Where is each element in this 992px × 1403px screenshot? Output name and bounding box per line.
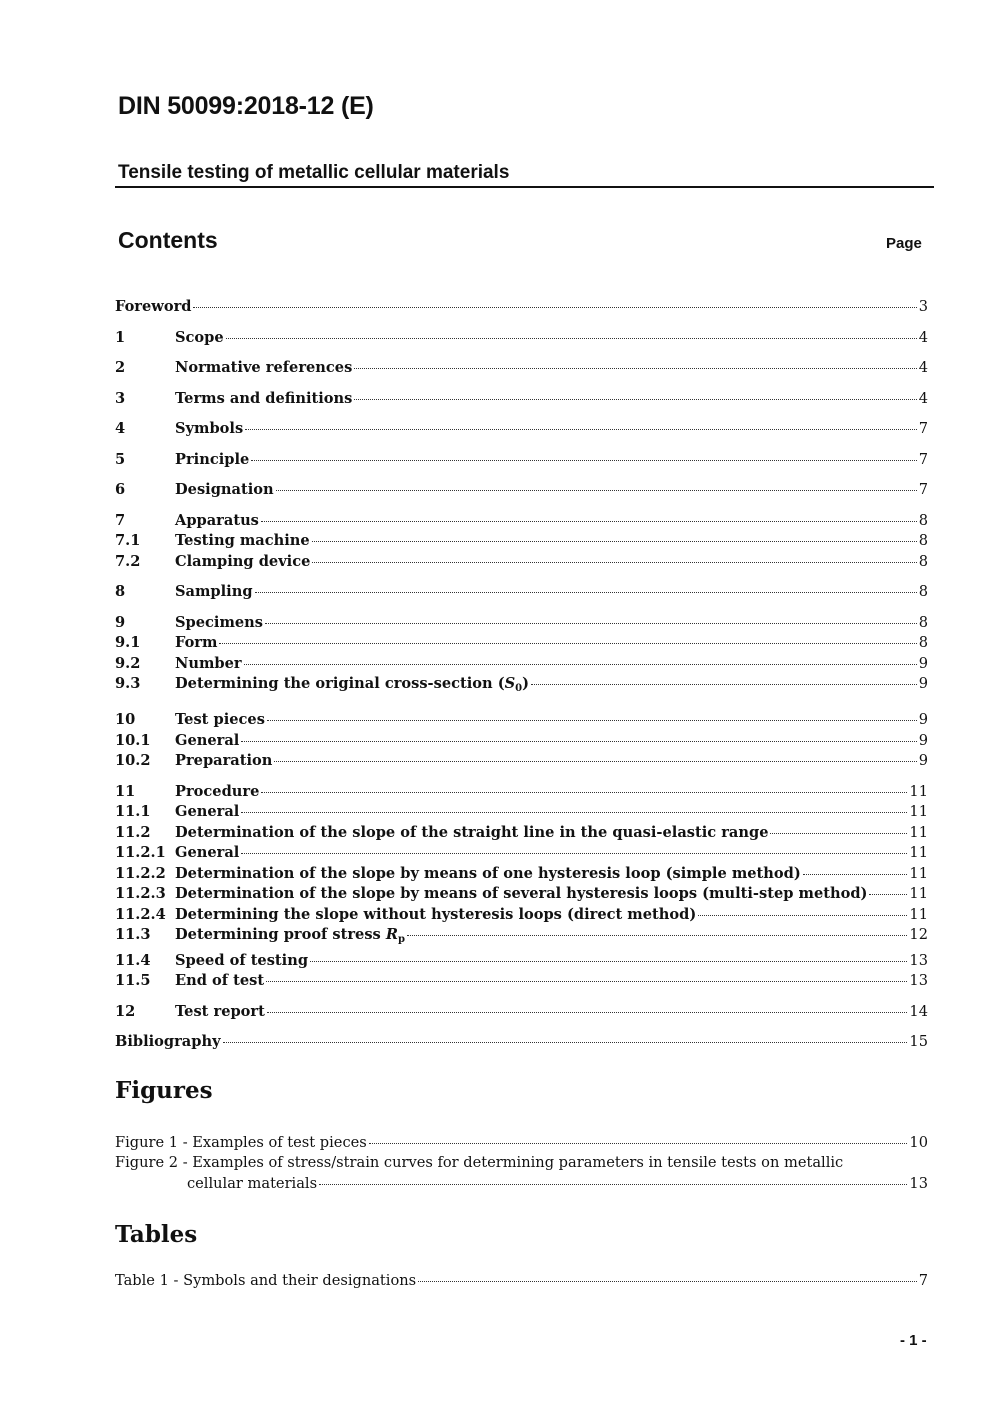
dot-leader [354, 399, 916, 400]
toc-entry-page: 11 [909, 906, 928, 923]
toc-entry[interactable] [115, 865, 928, 885]
dot-leader [265, 623, 917, 624]
dot-leader [223, 1042, 908, 1043]
toc-entry[interactable] [115, 885, 928, 905]
dot-leader [770, 833, 907, 834]
tables-heading: Tables [115, 1221, 198, 1248]
toc-entry-page: 9 [918, 711, 928, 728]
toc-entry-symbol: R [385, 926, 398, 943]
toc-entry-title: Speed of testing [175, 952, 309, 969]
toc-entry-page: 11 [909, 803, 928, 820]
toc-entry-number: 9 [115, 614, 126, 631]
toc-entry[interactable] [115, 906, 928, 926]
dot-leader [193, 307, 916, 308]
dot-leader [803, 874, 908, 875]
toc-entry-symbol: S [504, 675, 516, 692]
toc-entry-number: 11.3 [115, 926, 151, 943]
toc-entry-page: 11 [909, 844, 928, 861]
dot-leader [531, 684, 917, 685]
toc-entry-title: General [175, 732, 240, 749]
toc-entry-number: 3 [115, 390, 126, 407]
toc-entry-page: 8 [918, 512, 928, 529]
dot-leader [245, 429, 917, 430]
toc-entry-number: 11.2 [115, 824, 151, 841]
toc-entry-title: Preparation [175, 752, 273, 769]
toc-entry-title: Apparatus [175, 512, 259, 529]
toc-entry-title: Foreword [115, 298, 192, 315]
dot-leader [407, 935, 907, 936]
toc-entry-number: 11.1 [115, 803, 151, 820]
toc-entry-title: Normative references [175, 359, 353, 376]
dot-leader [869, 894, 907, 895]
toc-entry-page: 11 [909, 783, 928, 800]
toc-entry[interactable] [115, 732, 928, 752]
toc-entry[interactable] [115, 420, 928, 440]
toc-entry-page: 11 [909, 824, 928, 841]
toc-entry-title: Test report [175, 1003, 265, 1020]
toc-entry-number: 8 [115, 583, 126, 600]
toc-entry-page: 11 [909, 865, 928, 882]
dot-leader [310, 961, 907, 962]
toc-entry[interactable] [115, 553, 928, 573]
toc-entry-number: 6 [115, 481, 126, 498]
contents-heading: Contents [118, 227, 218, 253]
toc-entry[interactable] [115, 972, 928, 992]
dot-leader [266, 981, 907, 982]
toc-entry[interactable] [115, 329, 928, 349]
page-number: - 1 - [900, 1332, 927, 1349]
toc-entry-title: Test pieces [175, 711, 265, 728]
toc-entry-page: 8 [918, 634, 928, 651]
dot-leader [267, 720, 917, 721]
toc-entry[interactable] [115, 298, 928, 318]
figure-entry-title-continued: cellular materials [187, 1175, 318, 1192]
toc-entry-page: 9 [918, 675, 928, 692]
dot-leader [219, 643, 916, 644]
toc-entry[interactable] [115, 783, 928, 803]
toc-entry-page: 3 [918, 298, 928, 315]
figure-entry-page: 13 [909, 1175, 928, 1192]
toc-entry-number: 10.1 [115, 732, 151, 749]
dot-leader [276, 490, 917, 491]
toc-entry-number: 11.2.1 [115, 844, 166, 861]
toc-entry-title: Specimens [175, 614, 264, 631]
dot-leader [251, 460, 916, 461]
toc-entry[interactable] [115, 634, 928, 654]
toc-entry-number: 11.2.3 [115, 885, 166, 902]
toc-entry-number: 9.1 [115, 634, 141, 651]
dot-leader [312, 562, 916, 563]
toc-entry-title: General [175, 803, 240, 820]
table-entry-1[interactable] [115, 1272, 928, 1292]
toc-entry-symbol-subscript: 0 [515, 683, 523, 694]
toc-entry[interactable] [115, 1003, 928, 1023]
toc-entry-title-suffix: ) [522, 675, 530, 692]
toc-entry-page: 11 [909, 885, 928, 902]
figure-entry-2[interactable] [115, 1154, 928, 1174]
toc-entry[interactable] [115, 752, 928, 772]
toc-entry-number: 11.5 [115, 972, 151, 989]
toc-entry-title: Scope [175, 329, 224, 346]
toc-entry-page: 9 [918, 732, 928, 749]
doc-title: Tensile testing of metallic cellular materials [118, 162, 510, 183]
toc-entry-title-prefix: Determining the original cross-section ( [175, 675, 505, 692]
toc-entry-number: 11 [115, 783, 136, 800]
toc-entry-title: Symbols [175, 420, 244, 437]
dot-leader [244, 664, 917, 665]
toc-entry-number: 7 [115, 512, 126, 529]
toc-entry-title: Clamping device [175, 553, 311, 570]
toc-entry[interactable] [115, 451, 928, 471]
toc-entry-number: 1 [115, 329, 126, 346]
title-rule [115, 186, 934, 188]
dot-leader [312, 541, 917, 542]
toc-entry-title [175, 675, 529, 694]
toc-entry-page: 14 [909, 1003, 928, 1020]
toc-entry[interactable] [115, 803, 928, 823]
dot-leader [698, 915, 907, 916]
toc-entry[interactable] [115, 481, 928, 501]
toc-entry-number: 9.3 [115, 675, 141, 692]
toc-entry[interactable] [115, 1033, 928, 1053]
doc-id: DIN 50099:2018-12 (E) [118, 92, 374, 120]
toc-entry-page: 13 [909, 972, 928, 989]
dot-leader [241, 741, 916, 742]
toc-entry[interactable] [115, 532, 928, 552]
dot-leader [319, 1184, 907, 1185]
toc-entry[interactable] [115, 675, 928, 695]
toc-entry-number: 11.4 [115, 952, 151, 969]
toc-entry[interactable] [115, 952, 928, 972]
toc-entry-page: 9 [918, 655, 928, 672]
figure-entry-2-continuation[interactable] [187, 1175, 928, 1195]
page-column-heading: Page [886, 235, 922, 252]
dot-leader [274, 761, 916, 762]
toc-entry-page: 8 [918, 553, 928, 570]
toc-entry-title: Form [175, 634, 218, 651]
toc-entry-page: 4 [918, 390, 928, 407]
toc-entry[interactable] [115, 926, 928, 946]
toc-entry-title: Terms and definitions [175, 390, 353, 407]
toc-entry-number: 11.2.2 [115, 865, 166, 882]
toc-entry[interactable] [115, 583, 928, 603]
figures-heading: Figures [115, 1077, 213, 1104]
toc-entry-number: 2 [115, 359, 126, 376]
table-entry-title: Table 1 - Symbols and their designations [115, 1272, 417, 1289]
toc-entry-title: Determination of the slope of the straight line in the quasi-elastic range [175, 824, 769, 841]
toc-entry-title: Number [175, 655, 242, 672]
dot-leader [354, 368, 916, 369]
toc-entry[interactable] [115, 844, 928, 864]
toc-entry-symbol-subscript: p [398, 934, 405, 945]
toc-entry[interactable] [115, 824, 928, 844]
toc-entry-title: Designation [175, 481, 274, 498]
toc-entry-title: Testing machine [175, 532, 310, 549]
toc-entry-number: 10 [115, 711, 136, 728]
dot-leader [261, 792, 907, 793]
toc-entry[interactable] [115, 512, 928, 532]
toc-entry-page: 4 [918, 359, 928, 376]
toc-entry-page: 15 [909, 1033, 928, 1050]
toc-entry-title: Bibliography [115, 1033, 221, 1050]
figure-entry-page: 10 [909, 1134, 928, 1151]
toc-entry-number: 9.2 [115, 655, 141, 672]
toc-entry-page: 12 [909, 926, 928, 943]
toc-entry-title: Determining the slope without hysteresis loops (direct method) [175, 906, 697, 923]
toc-entry-number: 7.1 [115, 532, 141, 549]
toc-entry-title: Principle [175, 451, 250, 468]
dot-leader [418, 1281, 917, 1282]
toc-entry-page: 13 [909, 952, 928, 969]
toc-entry-title: End of test [175, 972, 265, 989]
toc-entry-title-prefix: Determining proof stress [175, 926, 386, 943]
dot-leader [241, 853, 907, 854]
toc-entry-title: Determination of the slope by means of one hysteresis loop (simple method) [175, 865, 801, 882]
toc-entry[interactable] [115, 390, 928, 410]
toc-entry-page: 8 [918, 583, 928, 600]
toc-entry-title: Determination of the slope by means of several hysteresis loops (multi-step method) [175, 885, 868, 902]
toc-entry-page: 9 [918, 752, 928, 769]
dot-leader [241, 812, 907, 813]
toc-entry-number: 10.2 [115, 752, 151, 769]
toc-entry-page: 8 [918, 532, 928, 549]
toc-entry-title: Sampling [175, 583, 253, 600]
dot-leader [267, 1012, 908, 1013]
figure-entry-1[interactable] [115, 1134, 928, 1154]
toc-entry-page: 7 [918, 451, 928, 468]
toc-entry-title [175, 926, 405, 945]
dot-leader [226, 338, 917, 339]
toc-entry-title: Procedure [175, 783, 260, 800]
toc-entry-title: General [175, 844, 240, 861]
toc-entry-number: 11.2.4 [115, 906, 166, 923]
toc-entry[interactable] [115, 359, 928, 379]
toc-entry-page: 4 [918, 329, 928, 346]
toc-entry-page: 8 [918, 614, 928, 631]
toc-entry-number: 12 [115, 1003, 136, 1020]
toc-entry[interactable] [115, 711, 928, 731]
table-entry-page: 7 [918, 1272, 928, 1289]
toc-entry-page: 7 [918, 420, 928, 437]
toc-entry-number: 4 [115, 420, 126, 437]
dot-leader [255, 592, 917, 593]
dot-leader [369, 1143, 908, 1144]
toc-entry-page: 7 [918, 481, 928, 498]
toc-entry[interactable] [115, 614, 928, 634]
figure-entry-title: Figure 2 - Examples of stress/strain curves for determining parameters in tensile tests on metallic [115, 1154, 844, 1171]
toc-entry[interactable] [115, 655, 928, 675]
toc-entry-number: 7.2 [115, 553, 141, 570]
toc-entry-number: 5 [115, 451, 126, 468]
figure-entry-title: Figure 1 - Examples of test pieces [115, 1134, 367, 1151]
dot-leader [261, 521, 917, 522]
